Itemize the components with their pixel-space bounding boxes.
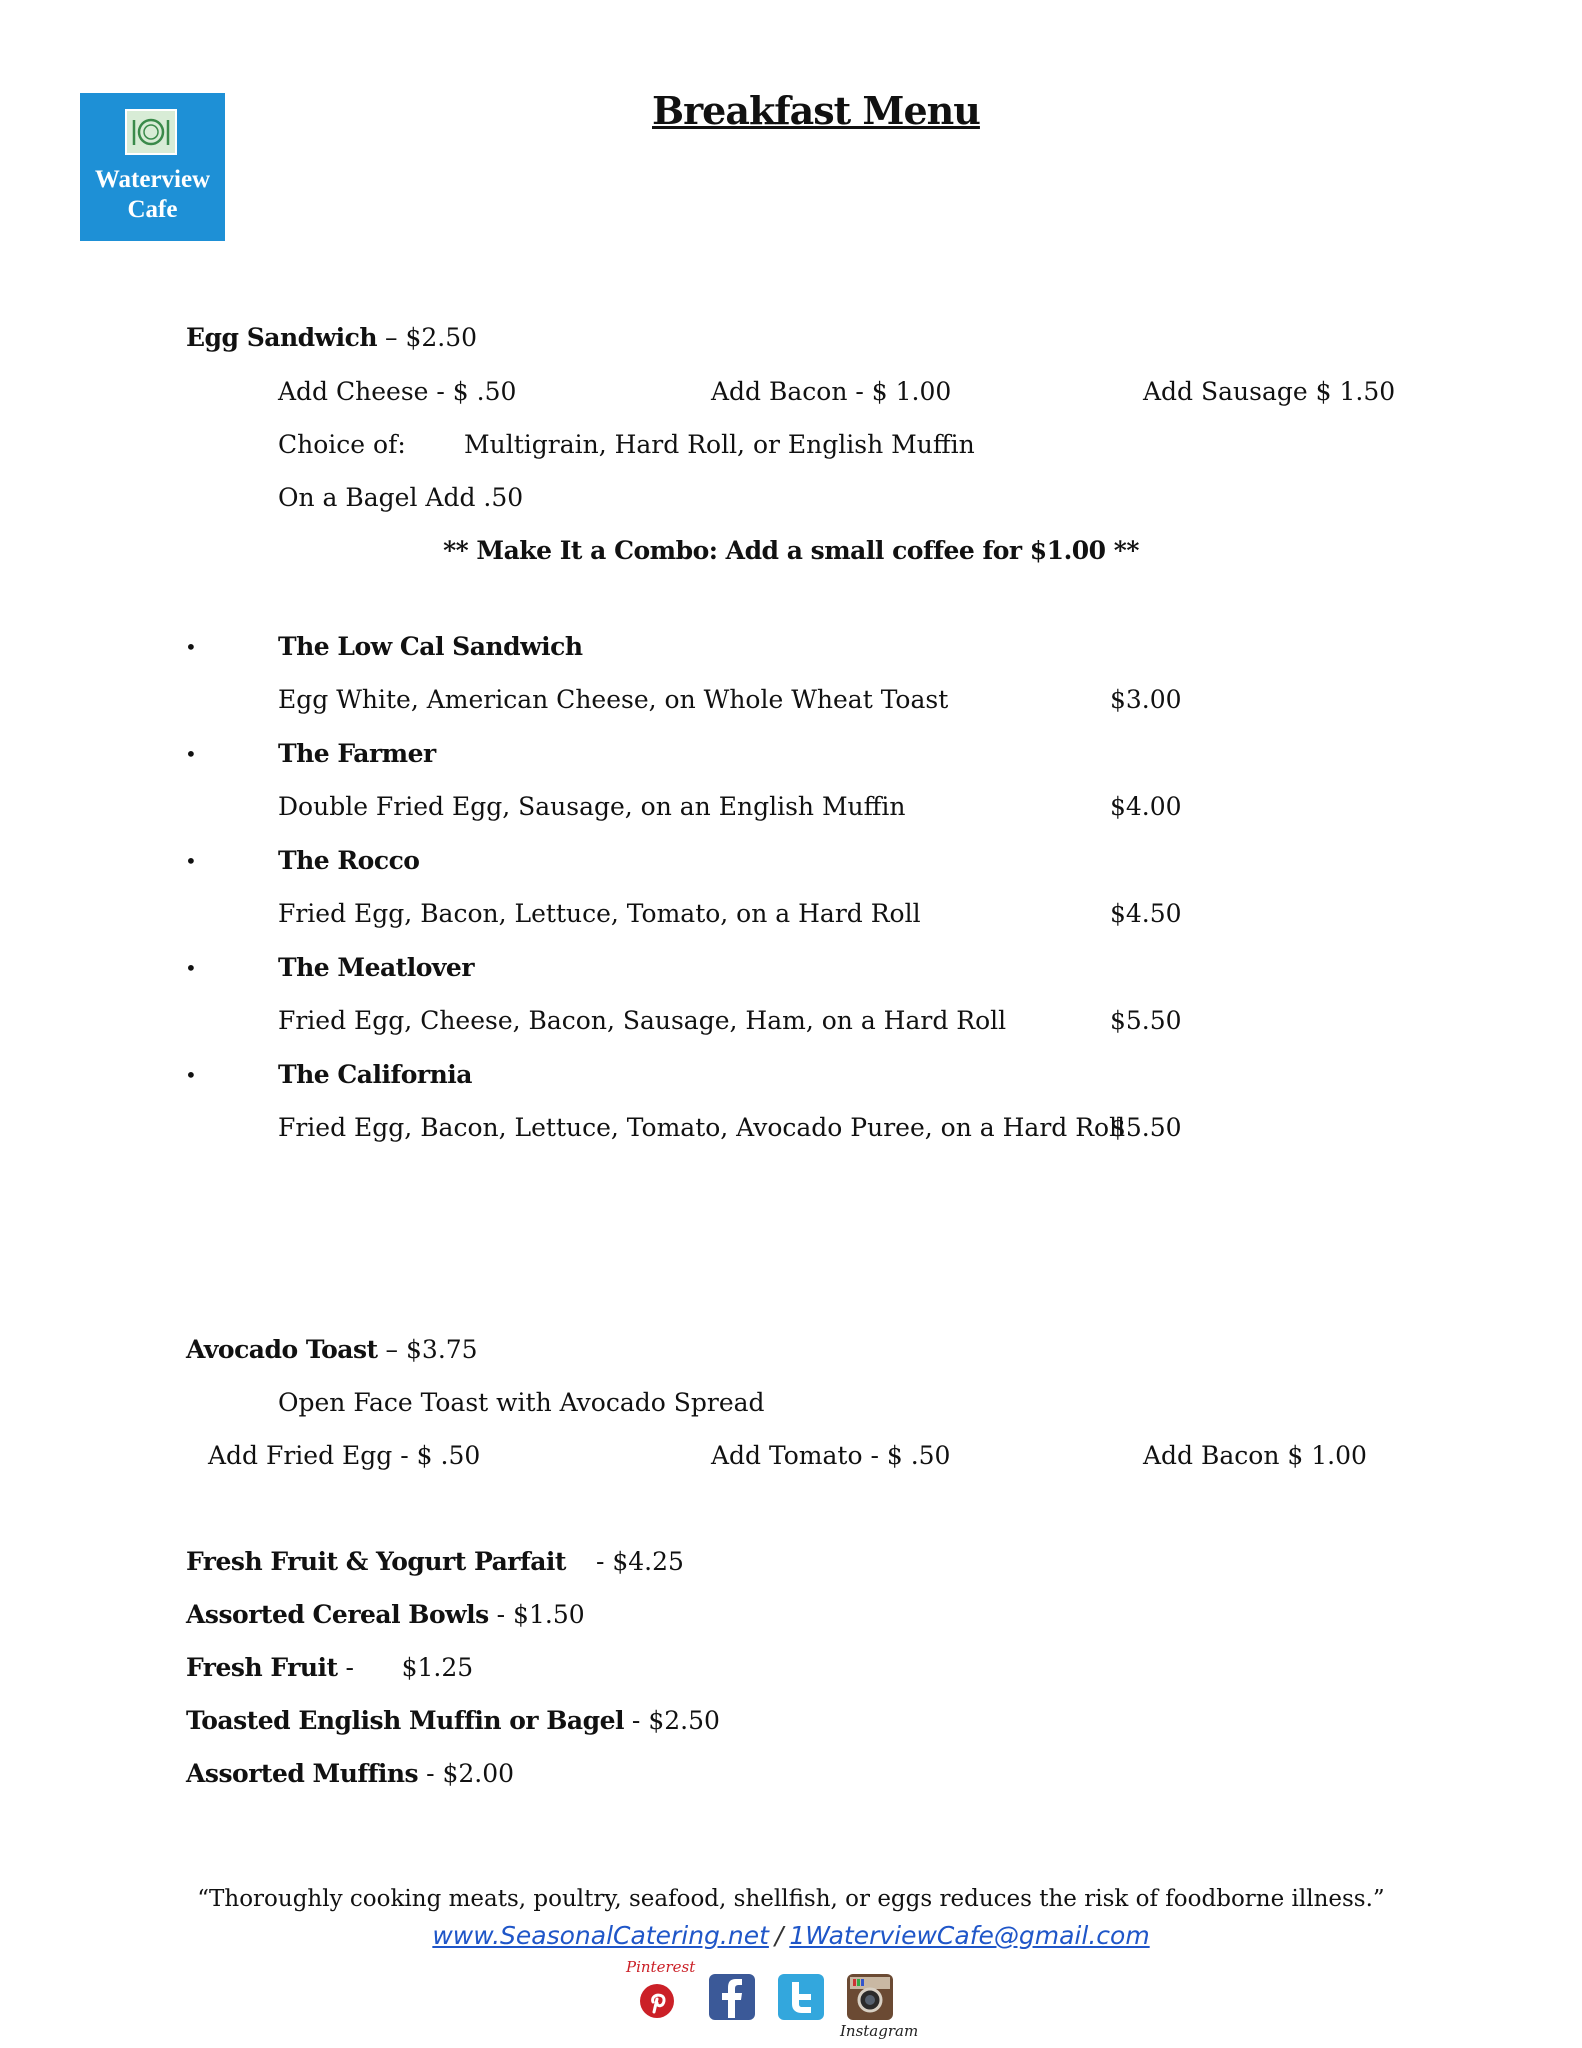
item-name: Toasted English Muffin or Bagel [186, 1706, 624, 1735]
cafe-logo [80, 93, 225, 241]
page-title: Breakfast Menu [652, 88, 980, 133]
twitter-icon[interactable] [778, 1974, 824, 2020]
menu-item [186, 1705, 720, 1737]
bullet: • [185, 849, 197, 873]
item-price: - $4.25 [595, 1547, 684, 1576]
avocado-toast-price: – $3.75 [377, 1335, 478, 1364]
specialty-price: $4.50 [1110, 899, 1182, 928]
facebook-icon[interactable] [709, 1974, 755, 2020]
item-name: Assorted Muffins [186, 1759, 419, 1788]
avocado-toast-heading [186, 1334, 478, 1366]
email-link[interactable]: 1WaterviewCafe@gmail.com [789, 1921, 1150, 1950]
menu-item [186, 1758, 514, 1790]
logo-line-2: Cafe [127, 196, 178, 223]
specialty-desc: Double Fried Egg, Sausage, on an English Muffin [278, 792, 906, 821]
specialty-name: The California [278, 1060, 472, 1089]
pinterest-label: Pinterest [626, 1958, 696, 1976]
avocado-addon-bacon: Add Bacon $ 1.00 [1143, 1441, 1367, 1470]
item-price: - $2.50 [623, 1706, 720, 1735]
egg-addon-cheese: Add Cheese - $ .50 [278, 377, 517, 406]
egg-addon-bacon: Add Bacon - $ 1.00 [711, 377, 952, 406]
specialty-desc: Egg White, American Cheese, on Whole Wheat Toast [278, 685, 949, 714]
food-safety-notice: “Thoroughly cooking meats, poultry, seafood, shellfish, or eggs reduces the risk of foodborne illness.” [197, 1886, 1385, 1912]
menu-item [186, 1599, 585, 1631]
specialty-price: $4.00 [1110, 792, 1182, 821]
avocado-toast-desc: Open Face Toast with Avocado Spread [278, 1388, 765, 1417]
logo-line-1: Waterview [94, 166, 211, 193]
specialty-name: The Meatlover [278, 953, 474, 982]
specialty-name: The Farmer [278, 739, 436, 768]
egg-addon-sausage: Add Sausage $ 1.50 [1143, 377, 1396, 406]
choice-label: Choice of: [278, 430, 406, 459]
choice-options: Multigrain, Hard Roll, or English Muffin [464, 430, 975, 459]
bagel-option: On a Bagel Add .50 [278, 483, 524, 512]
specialty-price: $3.00 [1110, 685, 1182, 714]
specialty-desc: Fried Egg, Bacon, Lettuce, Tomato, on a Hard Roll [278, 899, 921, 928]
menu-item [186, 1652, 473, 1684]
plate-cutlery-icon [125, 109, 177, 155]
instagram-icon[interactable] [847, 1974, 893, 2020]
website-link[interactable]: www.SeasonalCatering.net [432, 1921, 769, 1950]
specialty-name: The Low Cal Sandwich [278, 632, 583, 661]
bullet: • [185, 956, 197, 980]
menu-item [186, 1546, 684, 1578]
bullet: • [185, 1063, 197, 1087]
specialty-price: $5.50 [1110, 1006, 1182, 1035]
avocado-addon-tomato: Add Tomato - $ .50 [711, 1441, 951, 1470]
egg-sandwich-heading [186, 322, 477, 354]
contact-links [0, 1920, 1582, 1952]
specialty-price: $5.50 [1110, 1113, 1182, 1142]
instagram-label: Instagram [840, 2022, 919, 2040]
pinterest-icon[interactable] [638, 1982, 676, 2020]
link-separator: / [774, 1921, 784, 1950]
item-price: - $1.25 [337, 1653, 474, 1682]
combo-offer: ** Make It a Combo: Add a small coffee for $1.00 ** [443, 536, 1139, 565]
item-price: - $1.50 [488, 1600, 585, 1629]
item-name: Fresh Fruit [186, 1653, 338, 1682]
specialty-name: The Rocco [278, 846, 420, 875]
bullet: • [185, 635, 197, 659]
egg-sandwich-name: Egg Sandwich [186, 323, 378, 352]
item-name: Assorted Cereal Bowls [186, 1600, 489, 1629]
avocado-addon-egg: Add Fried Egg - $ .50 [208, 1441, 481, 1470]
item-price: - $2.00 [418, 1759, 515, 1788]
item-name: Fresh Fruit & Yogurt Parfait [186, 1547, 566, 1576]
bullet: • [185, 742, 197, 766]
specialty-desc: Fried Egg, Cheese, Bacon, Sausage, Ham, on a Hard Roll [278, 1006, 1007, 1035]
avocado-toast-name: Avocado Toast [186, 1335, 378, 1364]
specialty-desc: Fried Egg, Bacon, Lettuce, Tomato, Avocado Puree, on a Hard Roll [278, 1113, 1126, 1142]
egg-sandwich-price: – $2.50 [377, 323, 478, 352]
